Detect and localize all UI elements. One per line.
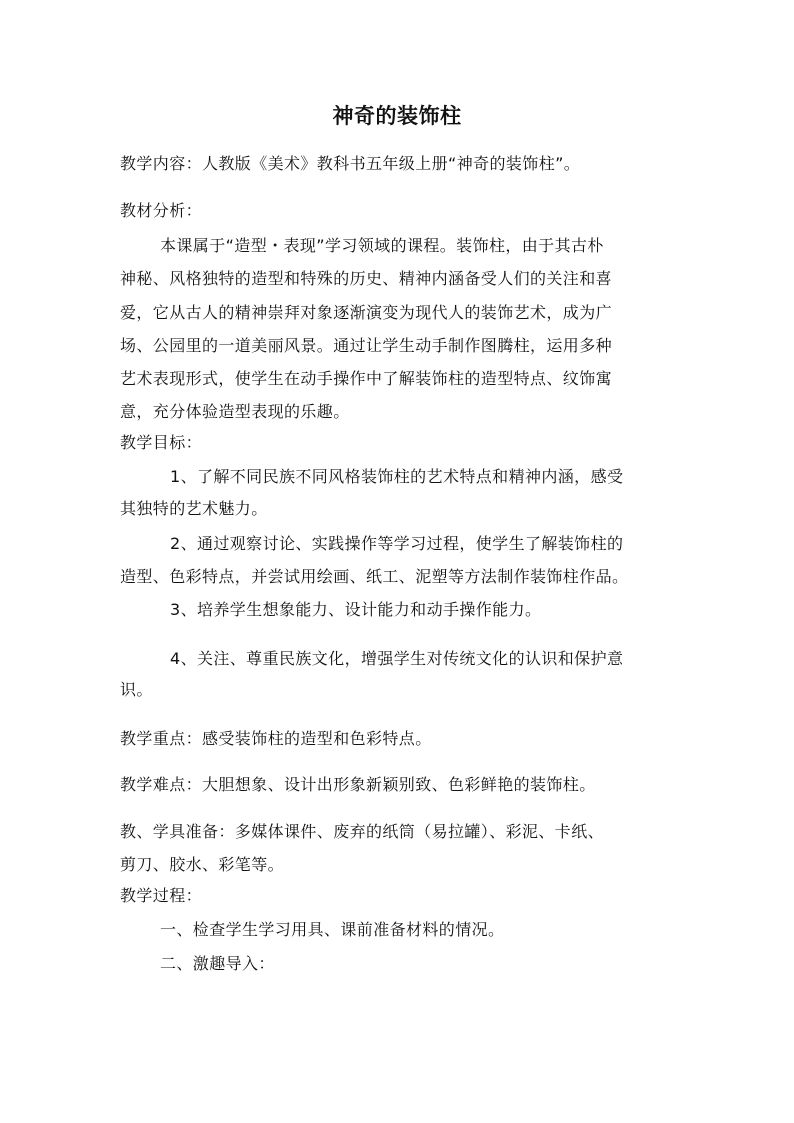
- goal-item-continuation: 其独特的艺术魅力。: [120, 499, 268, 518]
- goal-item-continuation: 造型、色彩特点，并尝试用绘画、纸工、泥塑等方法制作装饰柱作品。: [120, 567, 629, 586]
- analysis-paragraph-line: 场、公园里的一道美丽风景。通过让学生动手制作图腾柱，运用多种: [120, 336, 613, 355]
- teaching-focus-line: 教学重点：感受装饰柱的造型和色彩特点。: [120, 729, 432, 748]
- materials-line-continuation: 剪刀、胶水、彩笔等。: [120, 855, 285, 874]
- goal-item: 1、了解不同民族不同风格装饰柱的艺术特点和精神内涵，感受: [170, 467, 624, 486]
- teaching-process-heading: 教学过程：: [120, 886, 203, 905]
- goal-item: 2、通过观察讨论、实践操作等学习过程，使学生了解装饰柱的: [170, 534, 624, 553]
- goal-item: 3、培养学生想象能力、设计能力和动手操作能力。: [170, 600, 542, 619]
- document-title: 神奇的装饰柱: [332, 103, 462, 128]
- analysis-paragraph-line: 神秘、风格独特的造型和特殊的历史、精神内涵备受人们的关注和喜: [120, 269, 613, 288]
- teaching-content-line: 教学内容：人教版《美术》教科书五年级上册“神奇的装饰柱”。: [120, 154, 581, 173]
- analysis-paragraph-line: 意，充分体验造型表现的乐趣。: [120, 402, 350, 421]
- teaching-goals-heading: 教学目标：: [120, 433, 203, 452]
- materials-line: 教、学具准备：多媒体课件、废弃的纸筒（易拉罐）、彩泥、卡纸、: [120, 822, 605, 841]
- goal-item: 4、关注、尊重民族文化，增强学生对传统文化的认识和保护意: [170, 649, 624, 668]
- teaching-difficulty-line: 教学难点：大胆想象、设计出形象新颖别致、色彩鲜艳的装饰柱。: [120, 775, 596, 794]
- analysis-paragraph-line: 爱，它从古人的精神崇拜对象逐渐演变为现代人的装饰艺术，成为广: [120, 303, 613, 322]
- process-step: 二、激趣导入：: [160, 954, 275, 973]
- analysis-paragraph-line: 艺术表现形式，使学生在动手操作中了解装饰柱的造型特点、纹饰寓: [120, 369, 613, 388]
- analysis-paragraph-line: 本课属于“造型・表现”学习领域的课程。装饰柱，由于其古朴: [160, 236, 604, 255]
- material-analysis-heading: 教材分析：: [120, 201, 203, 220]
- goal-item-continuation: 识。: [120, 680, 153, 699]
- process-step: 一、检查学生学习用具、课前准备材料的情况。: [160, 920, 505, 939]
